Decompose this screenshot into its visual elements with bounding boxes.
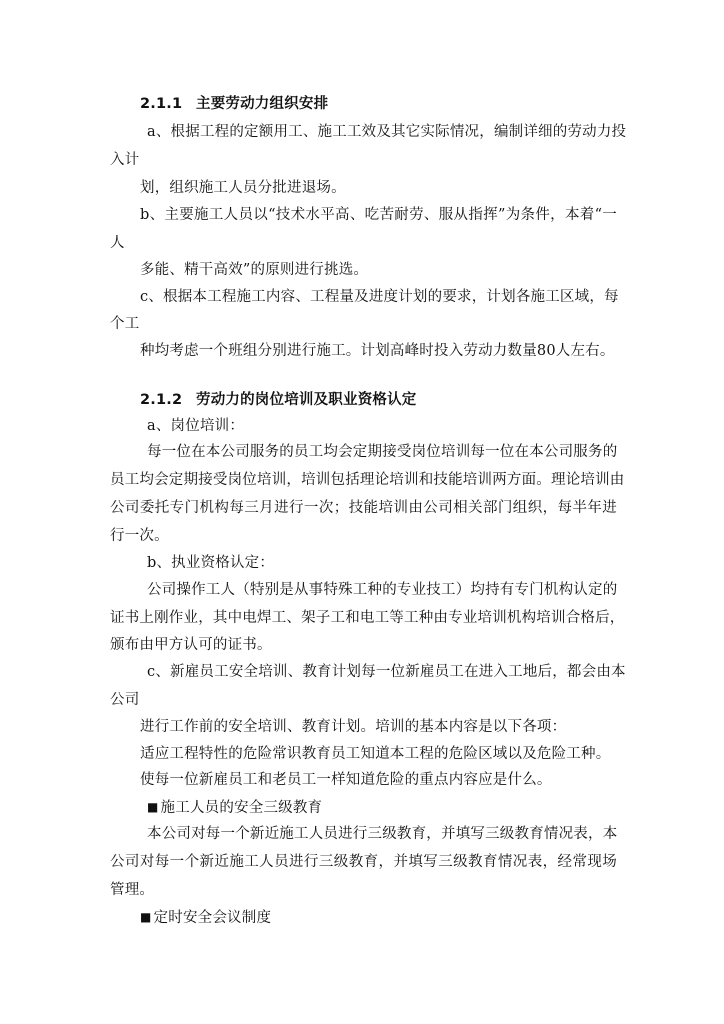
section-title: 主要劳动力组织安排	[196, 96, 329, 112]
safety-c-line-1: c、新雇员工安全培训、教育计划每一位新雇员工在进入工地后，都会由本	[147, 664, 626, 680]
bullet-label: 施工人员的安全三级教育	[160, 800, 323, 816]
bullet-item-safety-meeting	[140, 907, 271, 928]
paragraph-a-line-2: 入计	[110, 152, 140, 168]
paragraph-a-line-1: a、根据工程的定额用工、施工工效及其它实际情况，编制详细的劳动力投	[147, 124, 627, 140]
section-title: 劳动力的岗位培训及职业资格认定	[196, 392, 417, 408]
square-bullet-icon: ■	[140, 910, 152, 924]
paragraph-c-line-1: c、根据本工程施工内容、工程量及进度计划的要求，计划各施工区域，每	[140, 289, 619, 305]
paragraph-c-line-2: 个工	[110, 316, 140, 332]
bullet-item-three-level-education	[147, 797, 322, 818]
education-line-2: 公司对每一个新近施工人员进行三级教育，并填写三级教育情况表，经常现场	[110, 854, 617, 870]
safety-c-line-2: 公司	[110, 692, 140, 708]
section-number: 2.1.2	[140, 392, 183, 408]
safety-c-line-3: 进行工作前的安全培训、教育计划。培训的基本内容是以下各项：	[140, 719, 567, 735]
paragraph-b-line-3: 多能、精干高效”的原则进行挑选。	[140, 262, 369, 278]
paragraph-c-line-3: 种均考虑一个班组分别进行施工。计划高峰时投入劳动力数量80人左右。	[140, 343, 615, 359]
paragraph-b-line-2: 人	[110, 235, 125, 251]
section-number: 2.1.1	[140, 96, 183, 112]
paragraph-a-line-3: 划，组织施工人员分批进退场。	[140, 180, 346, 196]
education-line-3: 管理。	[110, 882, 155, 898]
paragraph-b-line-1: b、主要施工人员以“技术水平高、吃苦耐劳、服从指挥”为条件，本着“一	[140, 207, 617, 223]
bullet-label: 定时安全会议制度	[153, 910, 272, 926]
square-bullet-icon: ■	[147, 800, 159, 814]
section-heading-2-1-1	[140, 94, 328, 114]
safety-c-line-5: 使每一位新雇员工和老员工一样知道危险的重点内容应是什么。	[140, 772, 552, 788]
training-a-label: a、岗位培训：	[147, 418, 245, 434]
training-a-line-4: 行一次。	[110, 528, 169, 544]
section-heading-2-1-2	[140, 390, 417, 410]
training-a-line-2: 员工均会定期接受岗位培训，培训包括理论培训和技能培训两方面。理论培训由	[110, 472, 625, 488]
safety-c-line-4: 适应工程特性的危险常识教育员工知道本工程的危险区域以及危险工种。	[140, 746, 611, 762]
qualification-b-line-2: 证书上刚作业，其中电焊工、架子工和电工等工种由专业培训机构培训合格后，	[110, 610, 625, 626]
qualification-b-line-3: 颁布由甲方认可的证书。	[110, 637, 272, 653]
training-a-line-1: 每一位在本公司服务的员工均会定期接受岗位培训每一位在本公司服务的	[147, 444, 618, 460]
training-a-line-3: 公司委托专门机构每三月进行一次；技能培训由公司相关部门组织，每半年进	[110, 500, 617, 516]
qualification-b-label: b、执业资格认定：	[147, 555, 275, 571]
education-line-1: 本公司对每一个新近施工人员进行三级教育，并填写三级教育情况表，本	[147, 826, 618, 842]
qualification-b-line-1: 公司操作工人（特别是从事特殊工种的专业技工）均持有专门机构认定的	[147, 582, 618, 598]
